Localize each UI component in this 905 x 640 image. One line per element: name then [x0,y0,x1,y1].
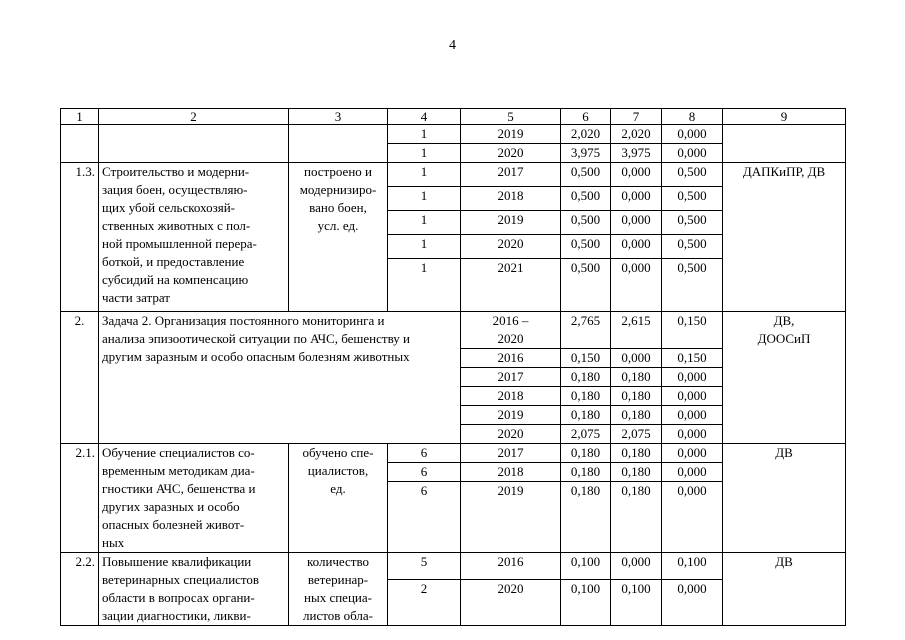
table-cell: 5 [388,553,461,580]
table-cell: 2019 [461,482,561,553]
table-cell: 0,000 [662,444,723,463]
table-cell: 2,020 [561,125,611,144]
table-cell: 2017 [461,163,561,187]
table-cell: 2020 [461,580,561,626]
table-cell: 2018 [461,187,561,211]
executor: ДВ, ДООСиП [723,312,846,444]
table-cell: 2,615 [611,312,662,349]
table-cell: 0,180 [561,368,611,387]
table-cell: 1 [388,211,461,235]
table-cell: 2019 [461,406,561,425]
table-cell: 0,180 [611,463,662,482]
table-row [61,444,846,463]
table-cell: 3,975 [561,144,611,163]
table-cell: 2,075 [611,425,662,444]
table-cell: 0,180 [611,444,662,463]
table-cell: 0,000 [611,163,662,187]
column-header: 5 [461,109,561,125]
table-cell: 1 [388,259,461,312]
measure-name: Повышение квалификации ветеринарных специалистов области в вопросах органи- зации диагностики, ликви- [99,553,289,626]
table-cell: 0,100 [611,580,662,626]
measure-name: Обучение специалистов со- временным методикам диа- гностики АЧС, бешенства и других заразных и особо опасных болезней живот- ных [99,444,289,553]
table-cell: 2020 [461,144,561,163]
table-cell: 0,000 [611,553,662,580]
table-cell: 2,020 [611,125,662,144]
table-row [61,125,846,144]
table-cell: 2021 [461,259,561,312]
table-cell: 0,500 [561,211,611,235]
table-cell: 0,000 [611,187,662,211]
table-cell: 2016 – 2020 [461,312,561,349]
table-cell: 0,000 [662,482,723,553]
table-cell: 0,000 [662,425,723,444]
table-cell: 2019 [461,125,561,144]
table-cell: 0,500 [561,235,611,259]
table-cell: 0,100 [662,553,723,580]
column-header: 1 [61,109,99,125]
measure-name: Строительство и модерни- зация боен, осуществляю- щих убой сельскохозяй- ственных животных с пол- ной промышленной перера- боткой, и предоставление субсидий на компенсацию части затрат [99,163,289,312]
table-cell: 0,180 [611,482,662,553]
table-cell: 0,180 [611,406,662,425]
column-header: 6 [561,109,611,125]
table-cell: 0,500 [662,211,723,235]
row-number: 1.3. [61,163,99,312]
executor: ДВ [723,553,846,626]
table-cell: 0,180 [611,368,662,387]
column-header: 8 [662,109,723,125]
table-cell: 0,500 [662,163,723,187]
table-cell: 2,765 [561,312,611,349]
table-cell: 2,075 [561,425,611,444]
table-cell: 0,000 [611,211,662,235]
executor: ДВ [723,444,846,553]
table-cell: 0,000 [662,387,723,406]
table-cell: 0,000 [662,463,723,482]
table-cell: 6 [388,482,461,553]
table-cell: 0,100 [561,553,611,580]
table-cell: 2020 [461,235,561,259]
table-cell: 1 [388,125,461,144]
table-cell [289,125,388,163]
table-cell: 0,000 [662,368,723,387]
column-header: 2 [99,109,289,125]
table-cell: 0,100 [561,580,611,626]
table-cell: 0,500 [561,163,611,187]
table-cell: 0,000 [662,125,723,144]
table-row [61,312,846,349]
table-cell: 0,500 [662,235,723,259]
table-cell: 2016 [461,349,561,368]
page-number: 4 [449,38,456,53]
table-cell: 2018 [461,463,561,482]
table-cell: 0,000 [662,144,723,163]
column-header: 9 [723,109,846,125]
table-cell: 2017 [461,444,561,463]
task-name: Задача 2. Организация постоянного мониторинга и анализа эпизоотической ситуации по АЧС, бешенству и другим заразным и особо опасным болезням животных [99,312,461,444]
table-cell: 0,180 [561,444,611,463]
table-cell: 2016 [461,553,561,580]
indicator: обучено спе- циалистов, ед. [289,444,388,553]
table-cell [723,125,846,163]
table-cell: 0,000 [662,580,723,626]
row-number: 2.1. [61,444,99,553]
table-cell: 1 [388,187,461,211]
table-cell: 0,180 [561,463,611,482]
table-cell: 0,150 [662,312,723,349]
row-number: 2.2. [61,553,99,626]
indicator: построено и модернизиро- вано боен, усл. ед. [289,163,388,312]
table-cell: 0,500 [662,187,723,211]
table-cell: 1 [388,235,461,259]
table-cell: 1 [388,144,461,163]
table-cell: 0,500 [561,259,611,312]
table-cell: 0,150 [662,349,723,368]
table-cell: 2019 [461,211,561,235]
table-cell: 3,975 [611,144,662,163]
table-cell: 0,500 [662,259,723,312]
table-cell: 0,180 [611,387,662,406]
table-cell: 1 [388,163,461,187]
table-cell: 0,000 [662,406,723,425]
table-cell: 0,000 [611,235,662,259]
header-row [61,109,846,125]
table-cell: 0,150 [561,349,611,368]
column-header: 3 [289,109,388,125]
table-cell: 2020 [461,425,561,444]
table-cell [99,125,289,163]
table-cell: 0,500 [561,187,611,211]
table-cell: 0,180 [561,406,611,425]
table-row [61,163,846,187]
column-header: 4 [388,109,461,125]
table-cell: 0,000 [611,259,662,312]
table-cell: 6 [388,463,461,482]
program-table [60,108,846,626]
table-cell: 6 [388,444,461,463]
executor: ДАПКиПР, ДВ [723,163,846,312]
table-cell: 2017 [461,368,561,387]
indicator: количество ветеринар- ных специа- листов обла- [289,553,388,626]
row-number: 2. [61,312,99,444]
column-header: 7 [611,109,662,125]
table-cell: 2018 [461,387,561,406]
table-cell: 0,180 [561,482,611,553]
table-cell: 2 [388,580,461,626]
table-cell [61,125,99,163]
table-cell: 0,180 [561,387,611,406]
table-row [61,553,846,580]
table-cell: 0,000 [611,349,662,368]
